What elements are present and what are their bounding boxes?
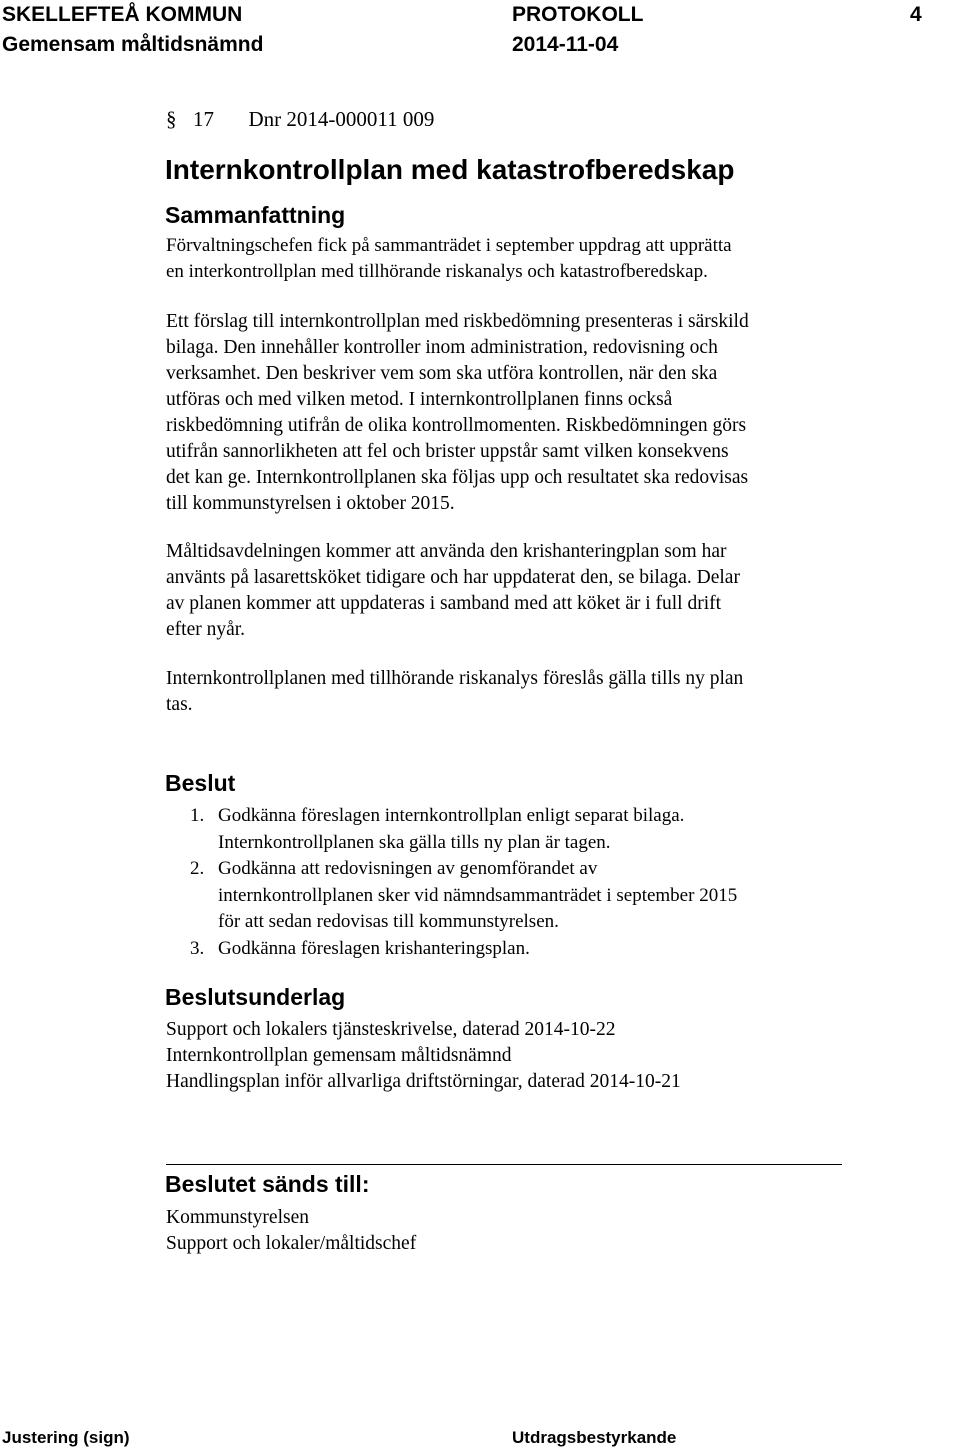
- separator-line: [166, 1164, 842, 1165]
- text-line: Internkontrollplanen med tillhörande riskanalys föreslås gälla tills ny plan: [166, 668, 744, 689]
- summary-paragraph-1: [166, 233, 856, 285]
- section-number: 17: [193, 107, 214, 131]
- page-title: Internkontrollplan med katastrofberedskap: [165, 154, 735, 185]
- sent-to-list: [166, 1205, 856, 1257]
- diary-number: Dnr 2014-000011 009: [248, 107, 435, 131]
- text-line: internkontrollplanen sker vid nämndsammanträdet i september 2015: [218, 884, 738, 906]
- text-line: utifrån sannorlikheten att fel och brister uppstår samt vilken konsekvens: [166, 441, 729, 462]
- summary-heading: Sammanfattning: [165, 202, 346, 228]
- text-line: Handlingsplan inför allvarliga driftstörningar, daterad 2014-10-21: [166, 1071, 681, 1092]
- decision-heading: Beslut: [165, 770, 236, 796]
- text-line: utföras och med vilken metod. I internkontrollplanen finns också: [166, 389, 673, 410]
- footer-justering: Justering (sign): [2, 1428, 130, 1447]
- summary-paragraph-3: [166, 539, 856, 643]
- text-line: använts på lasarettsköket tidigare och har uppdaterat den, se bilaga. Delar: [166, 567, 740, 588]
- list-number: 3.: [190, 937, 205, 959]
- footer-utdragsbestyrkande: Utdragsbestyrkande: [512, 1428, 677, 1447]
- header-page-number: 4: [910, 3, 922, 26]
- list-number: 2.: [190, 858, 205, 879]
- text-line: Måltidsavdelningen kommer att använda den krishanteringplan som har: [166, 541, 727, 562]
- text-line: Ett förslag till internkontrollplan med riskbedömning presenteras i särskild: [166, 311, 749, 332]
- text-line: Förvaltningschefen fick på sammanträdet i september uppdrag att upprätta: [166, 235, 732, 256]
- decision-item-3: [190, 936, 737, 963]
- header-doc-type: PROTOKOLL: [512, 3, 644, 26]
- basis-list: [166, 1017, 856, 1095]
- basis-heading: Beslutsunderlag: [165, 984, 346, 1010]
- summary-paragraph-4: [166, 666, 856, 718]
- decision-list: [190, 803, 737, 962]
- header-date: 2014-11-04: [512, 33, 619, 56]
- decision-item-1: [190, 803, 737, 856]
- section-reference: [166, 107, 434, 132]
- text-line: verksamhet. Den beskriver vem som ska utföra kontrollen, när den ska: [166, 363, 718, 384]
- paragraph-sign: §: [166, 107, 177, 131]
- text-line: Godkänna föreslagen internkontrollplan enligt separat bilaga.: [218, 805, 685, 826]
- text-line: bilaga. Den innehåller kontroller inom administration, redovisning och: [166, 337, 718, 358]
- summary-paragraph-2: [166, 309, 856, 517]
- text-line: Support och lokalers tjänsteskrivelse, daterad 2014-10-22: [166, 1019, 616, 1040]
- decision-item-2: [190, 856, 737, 936]
- text-line: Support och lokaler/måltidschef: [166, 1233, 417, 1254]
- text-line: Godkänna att redovisningen av genomförandet av: [218, 858, 598, 879]
- list-number: 1.: [190, 805, 205, 826]
- sent-to-heading: Beslutet sänds till:: [165, 1171, 370, 1197]
- header-org: SKELLEFTEÅ KOMMUN: [2, 3, 243, 26]
- text-line: riskbedömning utifrån de olika kontrollmomenten. Riskbedömningen görs: [166, 415, 747, 436]
- text-line: efter nyår.: [166, 619, 246, 640]
- text-line: det kan ge. Internkontrollplanen ska följas upp och resultatet ska redovisas: [166, 467, 749, 488]
- text-line: Internkontrollplan gemensam måltidsnämnd: [166, 1045, 512, 1066]
- text-line: för att sedan redovisas till kommunstyrelsen.: [218, 911, 559, 932]
- text-line: av planen kommer att uppdateras i samband med att köket är i full drift: [166, 593, 722, 614]
- text-line: Kommunstyrelsen: [166, 1207, 309, 1228]
- text-line: till kommunstyrelsen i oktober 2015.: [166, 493, 455, 514]
- header-committee: Gemensam måltidsnämnd: [2, 33, 264, 56]
- text-line: Godkänna föreslagen krishanteringsplan.: [218, 937, 530, 959]
- text-line: en interkontrollplan med tillhörande riskanalys och katastrofberedskap.: [166, 261, 708, 282]
- text-line: Internkontrollplanen ska gälla tills ny plan är tagen.: [218, 831, 611, 853]
- text-line: tas.: [166, 694, 193, 715]
